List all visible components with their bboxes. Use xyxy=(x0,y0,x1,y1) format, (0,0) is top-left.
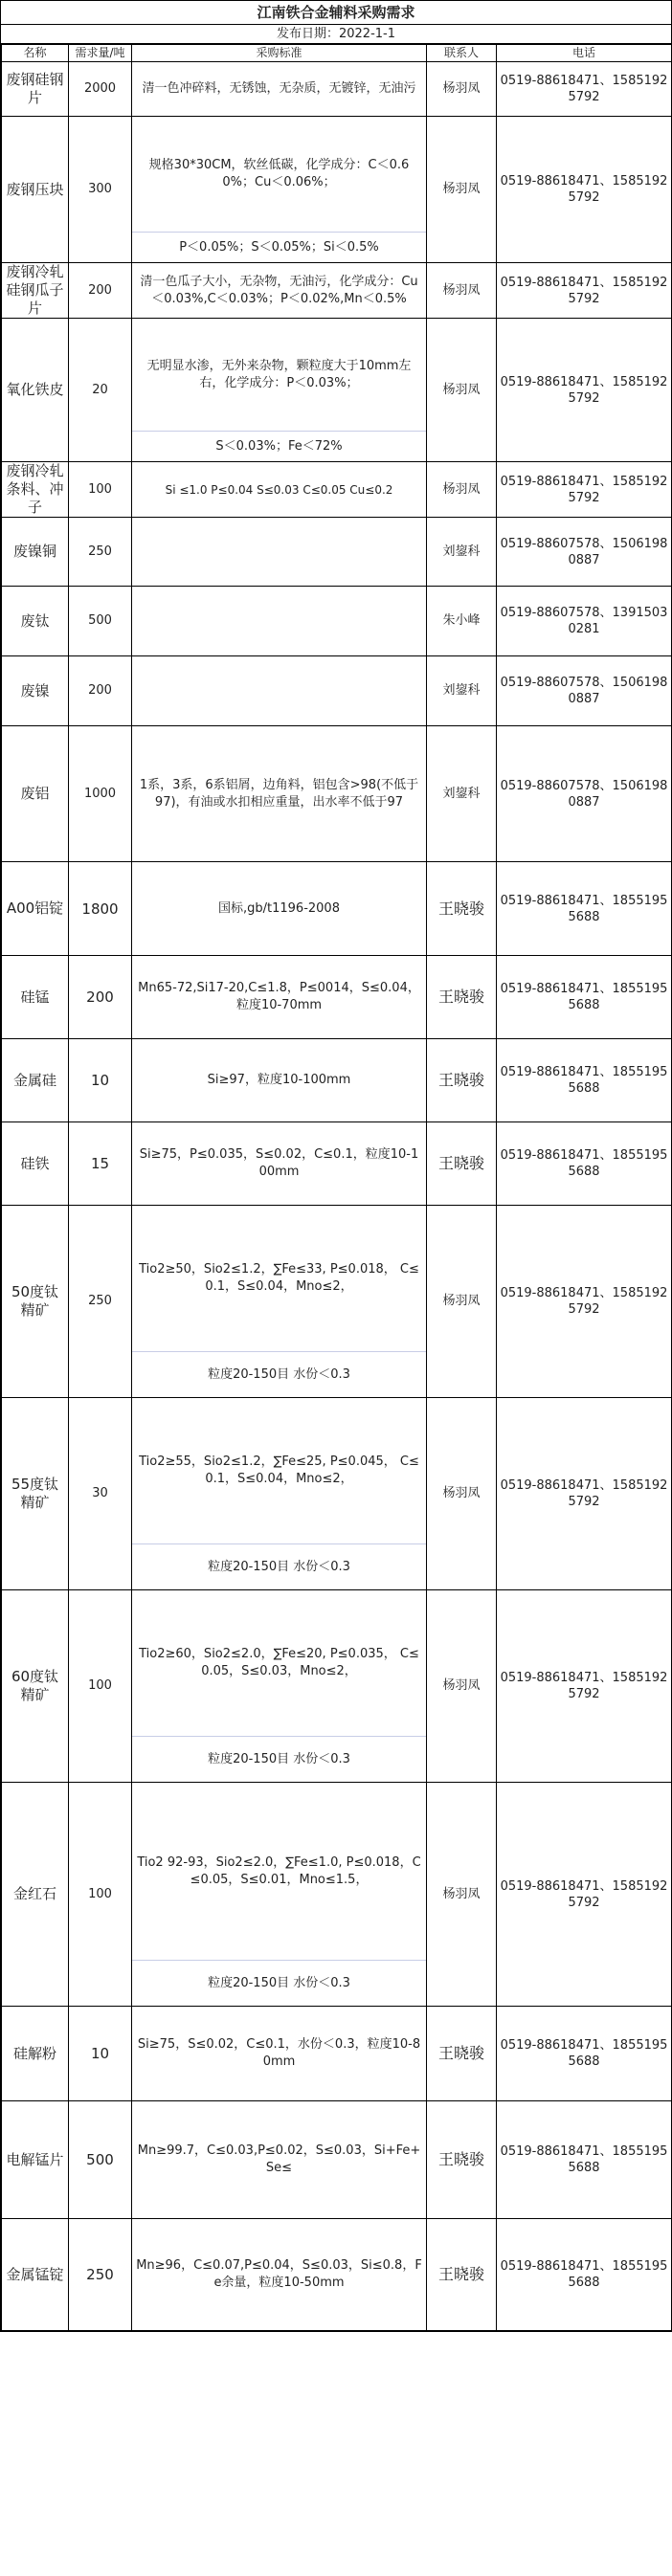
item-name-cell: 硅锰 xyxy=(2,956,69,1039)
sheet-title: 江南铁合金辅料采购需求 xyxy=(1,1,671,25)
contact-cell: 杨羽凤 xyxy=(427,62,497,117)
standard-text: 国标,gb/t1196-2008 xyxy=(218,900,340,916)
item-name-cell: 废镍铜 xyxy=(2,518,69,587)
contact-cell: 刘鋆科 xyxy=(427,656,497,726)
table-row xyxy=(2,1398,672,1590)
standard-text: 清一色冲碎料，无锈蚀，无杂质，无镀锌，无油污 xyxy=(142,81,416,96)
standard-cell xyxy=(132,462,427,518)
table-row xyxy=(2,1783,672,2007)
standard-subtext: 粒度20-150目 水份＜0.3 xyxy=(132,1960,426,2006)
standard-cell xyxy=(132,956,427,1039)
table-row xyxy=(2,2101,672,2219)
standard-text xyxy=(132,518,426,586)
table-row xyxy=(2,587,672,656)
item-name-cell: 废钢压块 xyxy=(2,117,69,263)
standard-text: 清一色瓜子大小，无杂物，无油污，化学成分：Cu＜0.03%,C＜0.03%；P＜0.02%,Mn＜0.5% xyxy=(140,274,418,306)
quantity-cell: 20 xyxy=(69,319,132,462)
quantity-cell: 300 xyxy=(69,117,132,263)
phone-cell: 0519-88618471、18551955688 xyxy=(497,956,672,1039)
contact-cell: 杨羽凤 xyxy=(427,1398,497,1590)
quantity-cell: 2000 xyxy=(69,62,132,117)
standard-text: 1系，3系，6系铝屑，边角料，铝包含>98(不低于97)，有油或水扣相应重量，出水率不低于97 xyxy=(139,777,419,810)
table-body xyxy=(2,45,672,2331)
phone-cell: 0519-88618471、15851925792 xyxy=(497,1590,672,1783)
standard-cell xyxy=(132,656,427,726)
table-row xyxy=(2,319,672,462)
phone-cell: 0519-88618471、15851925792 xyxy=(497,1398,672,1590)
contact-cell: 王晓骏 xyxy=(427,2101,497,2219)
standard-text: Si≥75，S≤0.02，C≤0.1，水份＜0.3，粒度10-80mm xyxy=(137,2037,421,2069)
quantity-cell: 250 xyxy=(69,518,132,587)
column-header-name: 名称 xyxy=(2,45,69,62)
contact-cell: 杨羽凤 xyxy=(427,117,497,263)
standard-cell xyxy=(132,587,427,656)
standard-cell xyxy=(132,518,427,587)
item-name-cell: 金属硅 xyxy=(2,1039,69,1122)
phone-cell: 0519-88618471、18551955688 xyxy=(497,1039,672,1122)
quantity-cell: 100 xyxy=(69,1783,132,2007)
quantity-cell: 100 xyxy=(69,1590,132,1783)
table-row xyxy=(2,1206,672,1398)
requirements-table xyxy=(1,44,672,2331)
standard-cell xyxy=(132,2007,427,2101)
table-row xyxy=(2,1039,672,1122)
item-name-cell: 硅解粉 xyxy=(2,2007,69,2101)
standard-text: Tio2≥50，Sio2≤1.2，∑Fe≤33, P≤0.018， C≤0.1，S≤0.04，Mno≤2， xyxy=(139,1262,419,1294)
standard-subtext: S＜0.03%；Fe＜72% xyxy=(132,431,426,461)
standard-cell xyxy=(132,862,427,956)
standard-cell xyxy=(132,117,427,263)
quantity-cell: 200 xyxy=(69,263,132,319)
quantity-cell: 10 xyxy=(69,2007,132,2101)
item-name-cell: 废钢冷轧条料、冲子 xyxy=(2,462,69,518)
standard-cell xyxy=(132,1590,427,1783)
contact-cell: 杨羽凤 xyxy=(427,1783,497,2007)
standard-cell xyxy=(132,2101,427,2219)
item-name-cell: 废钢硅钢片 xyxy=(2,62,69,117)
table-row xyxy=(2,117,672,263)
standard-cell xyxy=(132,1398,427,1590)
table-row xyxy=(2,263,672,319)
quantity-cell: 500 xyxy=(69,2101,132,2219)
table-row xyxy=(2,2219,672,2331)
contact-cell: 王晓骏 xyxy=(427,2007,497,2101)
quantity-cell: 100 xyxy=(69,462,132,518)
column-header-standard: 采购标准 xyxy=(132,45,427,62)
standard-cell xyxy=(132,2219,427,2331)
item-name-cell: 废钢冷轧硅钢瓜子片 xyxy=(2,263,69,319)
contact-cell: 刘鋆科 xyxy=(427,726,497,862)
item-name-cell: 电解锰片 xyxy=(2,2101,69,2219)
quantity-cell: 30 xyxy=(69,1398,132,1590)
phone-cell: 0519-88618471、15851925792 xyxy=(497,1206,672,1398)
standard-text: Mn65-72,Si17-20,C≤1.8，P≤0014，S≤0.04，粒度10-70mm xyxy=(138,981,420,1012)
item-name-cell: 金红石 xyxy=(2,1783,69,2007)
item-name-cell: A00铝锭 xyxy=(2,862,69,956)
table-row xyxy=(2,656,672,726)
standard-text: 无明显水渗，无外来杂物，颗粒度大于10mm左右，化学成分：P＜0.03%； xyxy=(146,358,412,390)
contact-cell: 王晓骏 xyxy=(427,956,497,1039)
standard-text: Si ≤1.0 P≤0.04 S≤0.03 C≤0.05 Cu≤0.2 xyxy=(165,482,393,497)
contact-cell: 王晓骏 xyxy=(427,862,497,956)
standard-subtext: P＜0.05%；S＜0.05%；Si＜0.5% xyxy=(132,232,426,262)
contact-cell: 杨羽凤 xyxy=(427,1590,497,1783)
table-row xyxy=(2,518,672,587)
phone-cell: 0519-88618471、15851925792 xyxy=(497,117,672,263)
phone-cell: 0519-88618471、18551955688 xyxy=(497,862,672,956)
phone-cell: 0519-88618471、15851925792 xyxy=(497,462,672,518)
quantity-cell: 250 xyxy=(69,1206,132,1398)
quantity-cell: 1800 xyxy=(69,862,132,956)
standard-text: Si≥97，粒度10-100mm xyxy=(207,1073,351,1087)
table-row xyxy=(2,62,672,117)
contact-cell: 王晓骏 xyxy=(427,2219,497,2331)
phone-cell: 0519-88607578、15061980887 xyxy=(497,656,672,726)
standard-cell xyxy=(132,726,427,862)
phone-cell: 0519-88618471、15851925792 xyxy=(497,1783,672,2007)
standard-cell xyxy=(132,319,427,462)
standard-cell xyxy=(132,62,427,117)
standard-cell xyxy=(132,263,427,319)
standard-subtext: 粒度20-150目 水份＜0.3 xyxy=(132,1543,426,1589)
standard-text: 规格30*30CM，软丝低碳，化学成分：C＜0.60%；Cu＜0.06%； xyxy=(148,158,410,189)
column-header-quantity: 需求量/吨 xyxy=(69,45,132,62)
table-row xyxy=(2,862,672,956)
contact-cell: 杨羽凤 xyxy=(427,319,497,462)
standard-subtext: 粒度20-150目 水份＜0.3 xyxy=(132,1736,426,1782)
standard-cell xyxy=(132,1122,427,1206)
standard-text: Tio2 92-93，Sio2≤2.0，∑Fe≤1.0, P≤0.018，C≤0.05，S≤0.01，Mno≤1.5， xyxy=(137,1854,421,1887)
column-header-phone: 电话 xyxy=(497,45,672,62)
quantity-cell: 200 xyxy=(69,656,132,726)
table-row xyxy=(2,956,672,1039)
phone-cell: 0519-88618471、18551955688 xyxy=(497,2101,672,2219)
quantity-cell: 250 xyxy=(69,2219,132,2331)
standard-cell xyxy=(132,1039,427,1122)
contact-cell: 王晓骏 xyxy=(427,1039,497,1122)
publish-date: 发布日期：2022-1-1 xyxy=(1,25,671,44)
standard-text xyxy=(132,587,426,655)
contact-cell: 杨羽凤 xyxy=(427,263,497,319)
contact-cell: 王晓骏 xyxy=(427,1122,497,1206)
table-row xyxy=(2,1122,672,1206)
standard-subtext: 粒度20-150目 水份＜0.3 xyxy=(132,1351,426,1397)
phone-cell: 0519-88618471、15851925792 xyxy=(497,263,672,319)
quantity-cell: 1000 xyxy=(69,726,132,862)
item-name-cell: 废镍 xyxy=(2,656,69,726)
item-name-cell: 50度钛精矿 xyxy=(2,1206,69,1398)
contact-cell: 杨羽凤 xyxy=(427,1206,497,1398)
contact-cell: 朱小峰 xyxy=(427,587,497,656)
item-name-cell: 60度钛精矿 xyxy=(2,1590,69,1783)
quantity-cell: 10 xyxy=(69,1039,132,1122)
item-name-cell: 氧化铁皮 xyxy=(2,319,69,462)
header-row xyxy=(2,45,672,62)
standard-text xyxy=(132,656,426,725)
item-name-cell: 废钛 xyxy=(2,587,69,656)
phone-cell: 0519-88618471、18551955688 xyxy=(497,1122,672,1206)
table-row xyxy=(2,1590,672,1783)
standard-text: Mn≥99.7，C≤0.03,P≤0.02，S≤0.03，Si+Fe+Se≤ xyxy=(137,2143,421,2175)
standard-text: Mn≥96，C≤0.07,P≤0.04，S≤0.03，Si≤0.8，Fe余量，粒度10-50mm xyxy=(136,2258,422,2290)
quantity-cell: 15 xyxy=(69,1122,132,1206)
column-header-contact: 联系人 xyxy=(427,45,497,62)
phone-cell: 0519-88607578、15061980887 xyxy=(497,518,672,587)
item-name-cell: 金属锰锭 xyxy=(2,2219,69,2331)
contact-cell: 刘鋆科 xyxy=(427,518,497,587)
standard-cell xyxy=(132,1783,427,2007)
table-row xyxy=(2,2007,672,2101)
standard-text: Tio2≥60，Sio2≤2.0，∑Fe≤20, P≤0.035， C≤0.05，S≤0.03，Mno≤2， xyxy=(139,1647,419,1678)
standard-cell xyxy=(132,1206,427,1398)
phone-cell: 0519-88607578、13915030281 xyxy=(497,587,672,656)
contact-cell: 杨羽凤 xyxy=(427,462,497,518)
quantity-cell: 200 xyxy=(69,956,132,1039)
phone-cell: 0519-88607578、15061980887 xyxy=(497,726,672,862)
standard-text: Si≥75，P≤0.035，S≤0.02，C≤0.1，粒度10-100mm xyxy=(139,1147,419,1179)
phone-cell: 0519-88618471、18551955688 xyxy=(497,2219,672,2331)
item-name-cell: 硅铁 xyxy=(2,1122,69,1206)
phone-cell: 0519-88618471、15851925792 xyxy=(497,319,672,462)
item-name-cell: 55度钛精矿 xyxy=(2,1398,69,1590)
table-row xyxy=(2,726,672,862)
standard-text: Tio2≥55，Sio2≤1.2，∑Fe≤25, P≤0.045， C≤0.1，S≤0.04，Mno≤2， xyxy=(139,1455,419,1486)
item-name-cell: 废铝 xyxy=(2,726,69,862)
phone-cell: 0519-88618471、15851925792 xyxy=(497,62,672,117)
table-row xyxy=(2,462,672,518)
phone-cell: 0519-88618471、18551955688 xyxy=(497,2007,672,2101)
quantity-cell: 500 xyxy=(69,587,132,656)
